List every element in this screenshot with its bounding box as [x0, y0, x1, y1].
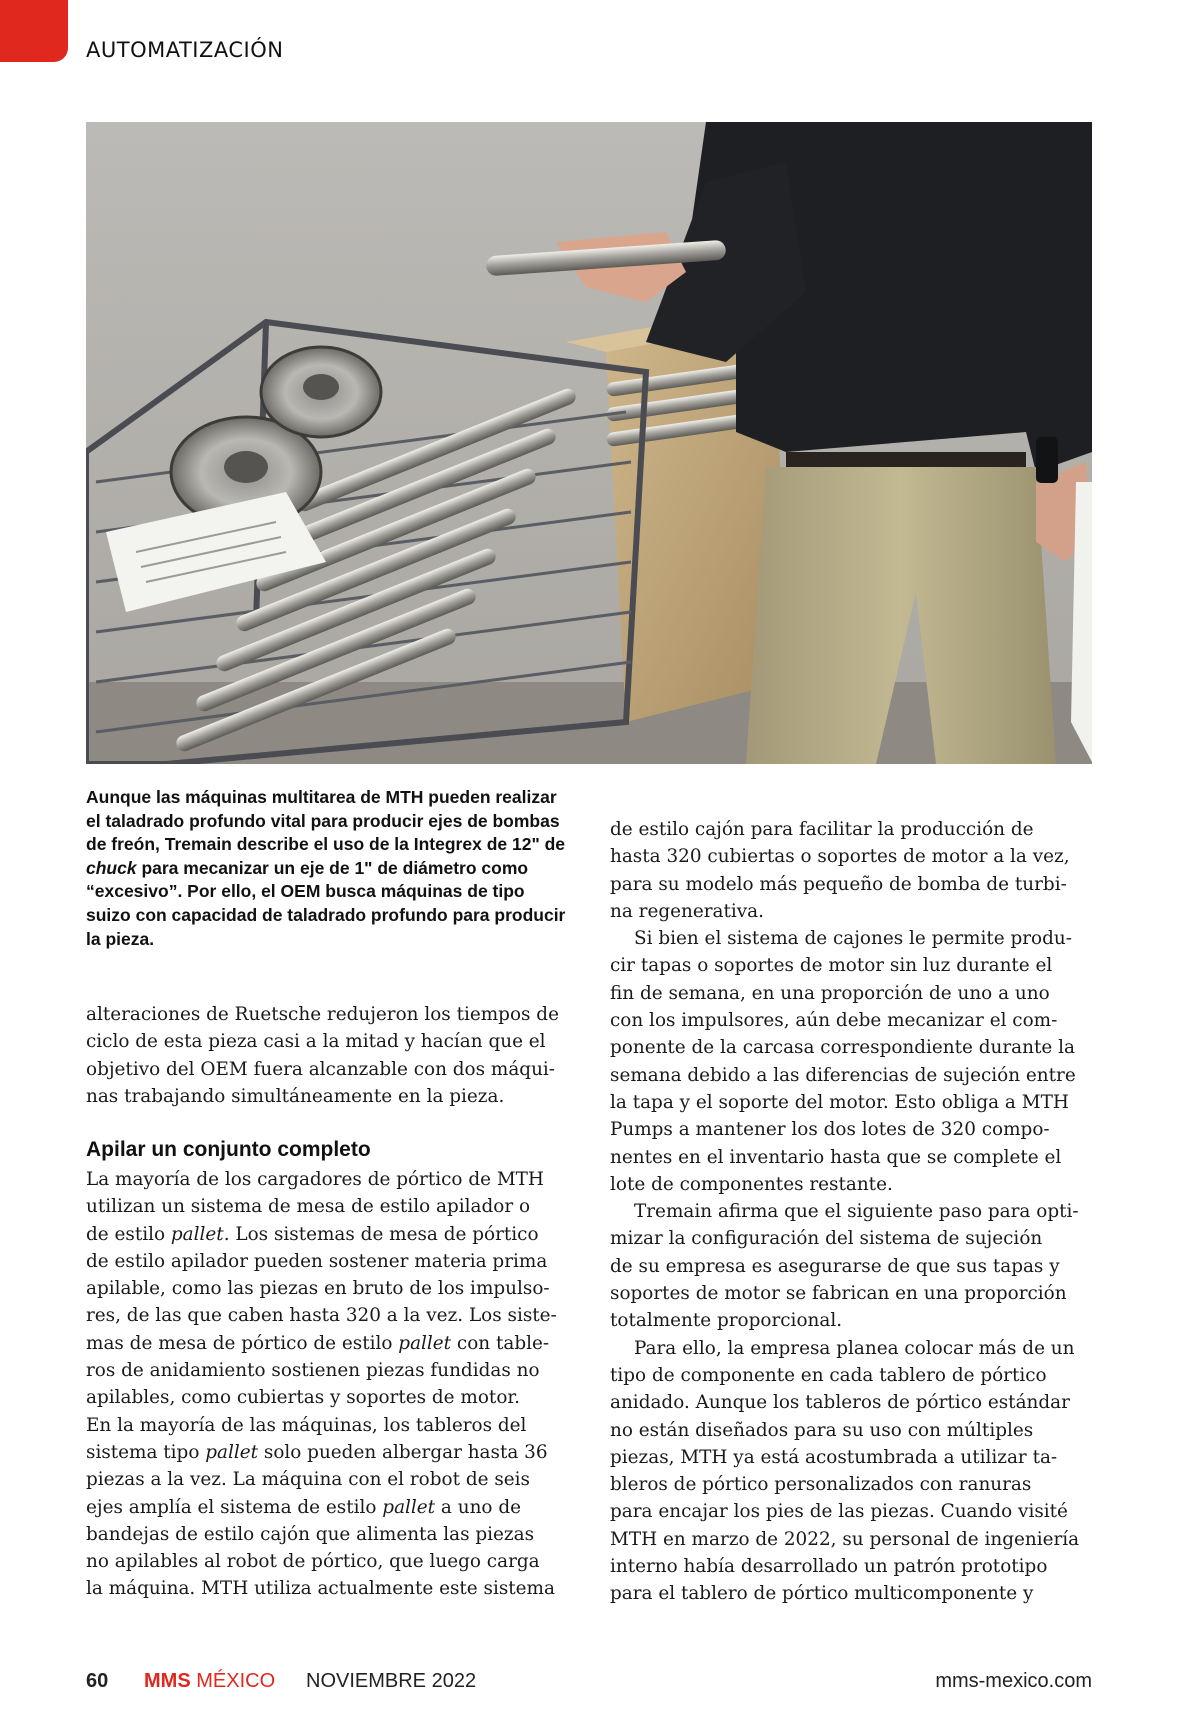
body-line: piezas a la vez. La máquina con el robot de seis — [86, 1469, 530, 1491]
body-line: con los impulsores, aún debe mecanizar el com- — [610, 1010, 1058, 1032]
caption-line: “excesivo”. Por ello, el OEM busca máquinas de tipo — [86, 881, 525, 902]
section-subhead: Apilar un conjunto completo — [86, 1138, 371, 1161]
body-line: interno había desarrollado un patrón prototipo — [610, 1556, 1048, 1578]
issue-date: NOVIEMBRE 2022 — [306, 1670, 477, 1692]
body-line: mizar la configuración del sistema de sujeción — [610, 1228, 1043, 1250]
body-line: hasta 320 cubiertas o soportes de motor a la vez, — [610, 846, 1070, 868]
body-text: sistema tipo — [86, 1441, 206, 1463]
body-line — [86, 1494, 586, 1521]
caption-line: Aunque las máquinas multitarea de MTH pueden realizar — [86, 787, 557, 807]
magazine-brand — [144, 1670, 275, 1693]
caption-line: de freón, Tremain describe el uso de la Integrex de 12" de — [86, 834, 566, 855]
body-line: Tremain afirma que el siguiente paso para opti- — [634, 1201, 1079, 1223]
body-line: MTH en marzo de 2022, su personal de ingeniería — [610, 1528, 1080, 1550]
body-line: ros de anidamiento sostienen piezas fundidas no — [86, 1360, 540, 1382]
body-line: res, de las que caben hasta 320 a la vez. Los siste- — [86, 1305, 557, 1327]
body-line — [86, 1439, 586, 1466]
brand-mexico: MÉXICO — [190, 1670, 276, 1692]
caption-line — [86, 857, 576, 881]
body-line: fin de semana, en una proporción de uno a uno — [610, 982, 1050, 1004]
body-line: bleros de pórtico personalizados con ranuras — [610, 1474, 1032, 1496]
caption-line: la pieza. — [86, 928, 155, 949]
body-line — [86, 1221, 586, 1248]
section-title: AUTOMATIZACIÓN — [86, 38, 284, 62]
body-text: de estilo — [86, 1223, 171, 1245]
body-line: semana debido a las diferencias de sujeción entre — [610, 1064, 1076, 1086]
body-line: no están diseñados para su uso con múltiples — [610, 1419, 1034, 1441]
body-italic: pallet — [205, 1441, 259, 1463]
body-text: ejes amplía el sistema de estilo — [86, 1496, 383, 1518]
body-line: no apilables al robot de pórtico, que luego carga — [86, 1551, 540, 1573]
article-photo — [86, 122, 1092, 764]
left-column — [86, 1166, 586, 1603]
body-line: de estilo cajón para facilitar la producción de — [610, 819, 1034, 840]
body-line: piezas, MTH ya está acostumbrada a utilizar ta- — [610, 1446, 1058, 1468]
right-column — [610, 816, 1110, 1608]
body-text: solo pueden albergar hasta 36 — [258, 1441, 548, 1463]
page-number: 60 — [86, 1670, 109, 1692]
section-color-tab — [0, 0, 68, 62]
body-italic: pallet — [382, 1496, 436, 1518]
body-italic: pallet — [398, 1332, 452, 1354]
body-line: para el tablero de pórtico multicomponente y — [610, 1583, 1034, 1605]
body-line: apilables, como cubiertas y soportes de motor. — [86, 1387, 521, 1409]
body-line: Pumps a mantener los dos lotes de 320 compo- — [610, 1119, 1050, 1141]
body-line: apilable, como las piezas en bruto de los impulso- — [86, 1278, 550, 1300]
body-line — [86, 1330, 586, 1357]
body-line: ponente de la carcasa correspondiente durante la — [610, 1037, 1075, 1059]
page-footer — [0, 1670, 1200, 1700]
caption-line: suizo con capacidad de taladrado profundo para producir — [86, 904, 566, 925]
body-line: Si bien el sistema de cajones le permite produ- — [634, 928, 1072, 950]
body-line: la máquina. MTH utiliza actualmente este sistema — [86, 1578, 555, 1600]
body-line: soportes de motor se fabrican en una proporción — [610, 1283, 1067, 1305]
body-line: anidado. Aunque los tableros de pórtico estándar — [610, 1392, 1070, 1414]
photo-caption — [86, 786, 576, 951]
body-line: totalmente proporcional. — [610, 1310, 843, 1332]
body-line: para su modelo más pequeño de bomba de turbi- — [610, 873, 1067, 895]
body-line: bandejas de estilo cajón que alimenta las piezas — [86, 1523, 535, 1545]
brand-mms: MMS — [144, 1670, 191, 1692]
body-line: Para ello, la empresa planea colocar más de un — [634, 1337, 1075, 1359]
caption-text: para mecanizar un eje de 1" de diámetro como — [136, 857, 529, 878]
body-line: La mayoría de los cargadores de pórtico de MTH — [86, 1169, 544, 1190]
body-line: na regenerativa. — [610, 900, 764, 922]
body-italic: pallet — [170, 1223, 224, 1245]
body-line: tipo de componente en cada tablero de pórtico — [610, 1364, 1047, 1386]
body-line: cir tapas o soportes de motor sin luz durante el — [610, 955, 1053, 977]
body-line: de su empresa es asegurarse de que sus tapas y — [610, 1255, 1060, 1277]
body-text: a uno de — [435, 1496, 521, 1518]
body-line: En la mayoría de las máquinas, los tableros del — [86, 1414, 527, 1436]
body-line: lote de componentes restante. — [610, 1173, 893, 1195]
body-line: de estilo apilador pueden sostener materia prima — [86, 1250, 548, 1272]
left-column-top — [86, 1001, 586, 1110]
body-line: utilizan un sistema de mesa de estilo apilador o — [86, 1196, 531, 1218]
body-text: mas de mesa de pórtico de estilo — [86, 1332, 399, 1354]
body-line: nas trabajando simultáneamente en la pieza. — [86, 1085, 505, 1107]
body-line: nentes en el inventario hasta que se complete el — [610, 1146, 1062, 1168]
website-link[interactable]: mms-mexico.com — [935, 1670, 1092, 1692]
body-line: ciclo de esta pieza casi a la mitad y hacían que el — [86, 1031, 546, 1053]
body-line: objetivo del OEM fuera alcanzable con dos máqui- — [86, 1058, 556, 1080]
body-line: alteraciones de Ruetsche redujeron los tiempos de — [86, 1004, 559, 1025]
caption-italic: chuck — [86, 857, 137, 878]
body-text: con table- — [451, 1332, 550, 1354]
body-line: la tapa y el soporte del motor. Esto obliga a MTH — [610, 1091, 1069, 1113]
caption-line: el taladrado profundo vital para producir ejes de bombas — [86, 810, 560, 831]
body-text: . Los sistemas de mesa de pórtico — [223, 1223, 539, 1245]
body-line: para encajar los pies de las piezas. Cuando visité — [610, 1501, 1068, 1523]
